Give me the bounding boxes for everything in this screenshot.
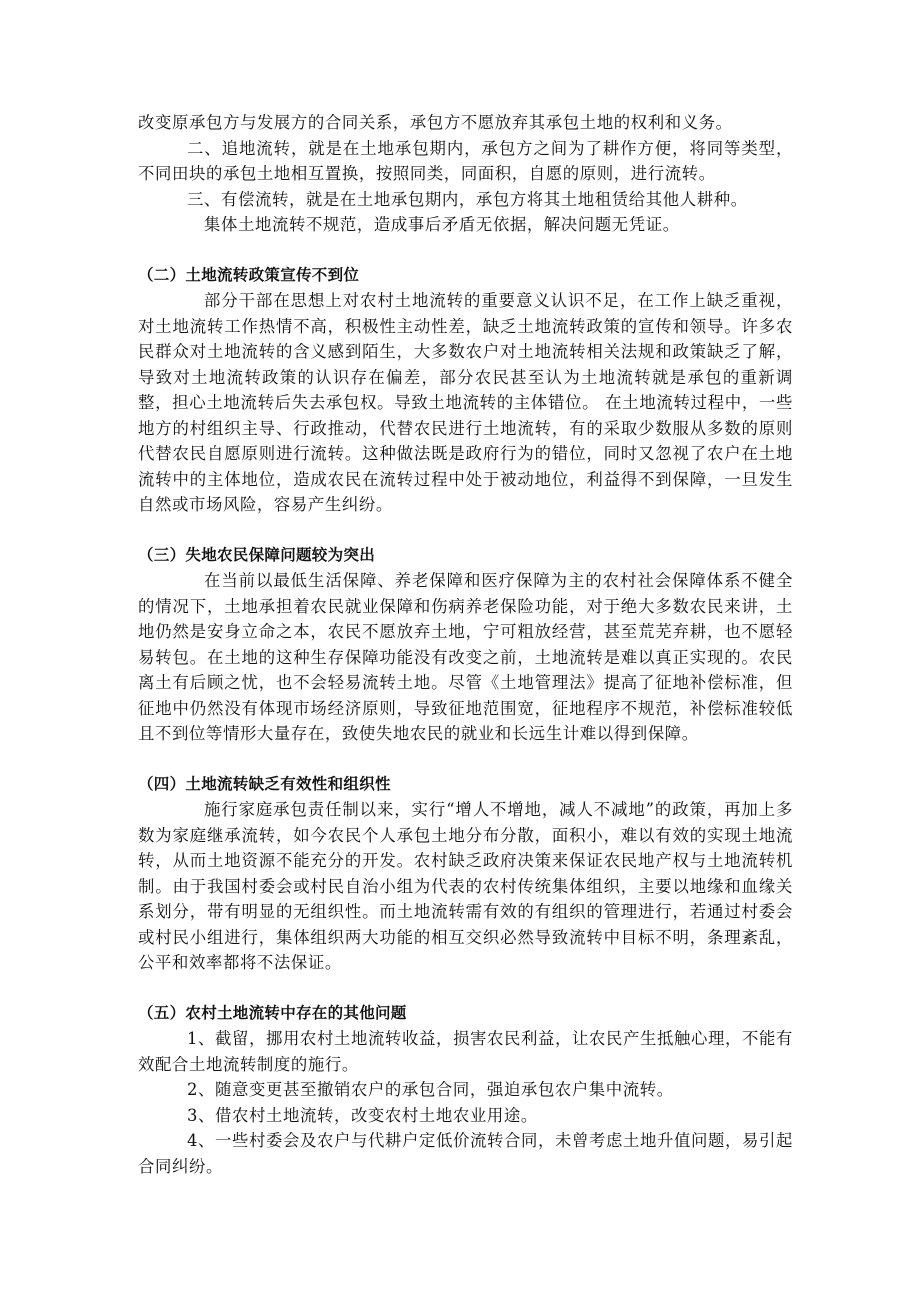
section-heading-4: （四）土地流转缺乏有效性和组织性 (138, 774, 391, 793)
section-body-3: 在当前以最低生活保障、养老保障和医疗保障为主的农村社会保障体系不健全的情况下，土地承担着农民就业保障和伤病养老保险功能，对于绝大多数农民来讲，土地仍然是安身立命之本，农民不愿放弃土地，宁可粗放经营，甚至荒芜弃耕，也不愿轻易转包。在土地的这种生存保障功能没有改变之前，土地流转是难以真正实现的。农民离土有后顾之忧，也不会轻易流转土地。尽管《土地管理法》提高了征地补偿标准，但征地中仍然没有体现市场经济原则，导致征地范围宽，征地程序不规范，补偿标准较低且不到位等情形大量存在，致使失地农民的就业和长远生计难以得到保障。 (138, 571, 793, 743)
section-heading-5: （五）农村土地流转中存在的其他问题 (138, 1003, 407, 1022)
intro-paragraph-4: 集体土地流转不规范，造成事后矛盾无依据，解决问题无凭证。 (204, 215, 680, 234)
section-heading-2: （二）土地流转政策宣传不到位 (138, 265, 360, 284)
section-heading-3: （三）失地农民保障问题较为突出 (138, 545, 376, 564)
list-item: 2、随意变更甚至撤销农户的承包合同，强迫承包农户集中流转。 (187, 1080, 674, 1099)
intro-paragraph-1: 改变原承包方与发展方的合同关系，承包方不愿放弃其承包土地的权利和义务。 (138, 113, 733, 132)
section-body-4: 施行家庭承包责任制以来，实行“增人不增地，减人不减地”的政策，再加上多数为家庭继承流转，如今农民个人承包土地分布分散，面积小，难以有效的实现土地流转，从而土地资源不能充分的开发。农村缺乏政府决策来保证农民地产权与土地流转机制。由于我国村委会或村民自治小组为代表的农村传统集体组织，主要以地缘和血缘关系划分，带有明显的无组织性。而土地流转需有效的有组织的管理进行，若通过村委会或村民小组进行，集体组织两大功能的相互交织必然导致流转中目标不明，条理紊乱，公平和效率都将不法保证。 (138, 800, 793, 972)
document-body (138, 110, 793, 1179)
list-item: 3、借农村土地流转，改变农村土地农业用途。 (187, 1105, 538, 1125)
list-item: 4、一些村委会及农户与代耕户定低价流转合同，未曾考虑土地升值问题，易引起合同纠纷。 (138, 1131, 793, 1176)
section-body-2: 部分干部在思想上对农村土地流转的重要意义认识不足，在工作上缺乏重视，对土地流转工作热情不高，积极性主动性差，缺乏土地流转政策的宣传和领导。许多农民群众对土地流转的含义感到陌生，大多数农户对土地流转相关法规和政策缺乏了解，导致对土地流转政策的认识存在偏差，部分农民甚至认为土地流转就是承包的重新调整，担心土地流转后失去承包权。导致土地流转的主体错位。 在土地流转过程中，一些地方的村组织主导、行政推动，代替农民进行土地流转，有的采取少数服从多数的原则代替农民自愿原则进行流转。这种做法既是政府行为的错位，同时又忽视了农户在土地流转中的主体地位，造成农民在流转过程中处于被动地位，利益得不到保障，一旦发生自然或市场风险，容易产生纠纷。 (138, 291, 793, 514)
intro-paragraph-2: 二、追地流转，就是在土地承包期内，承包方之间为了耕作方便，将同等类型，不同田块的承包土地相互置换，按照同类，同面积，自愿的原则，进行流转。 (138, 138, 793, 183)
intro-paragraph-3: 三、有偿流转，就是在土地承包期内，承包方将其土地租赁给其他人耕种。 (187, 189, 748, 209)
list-item: 1、截留，挪用农村土地流转收益，损害农民利益，让农民产生抵触心理，不能有效配合土地流转制度的施行。 (138, 1029, 793, 1074)
